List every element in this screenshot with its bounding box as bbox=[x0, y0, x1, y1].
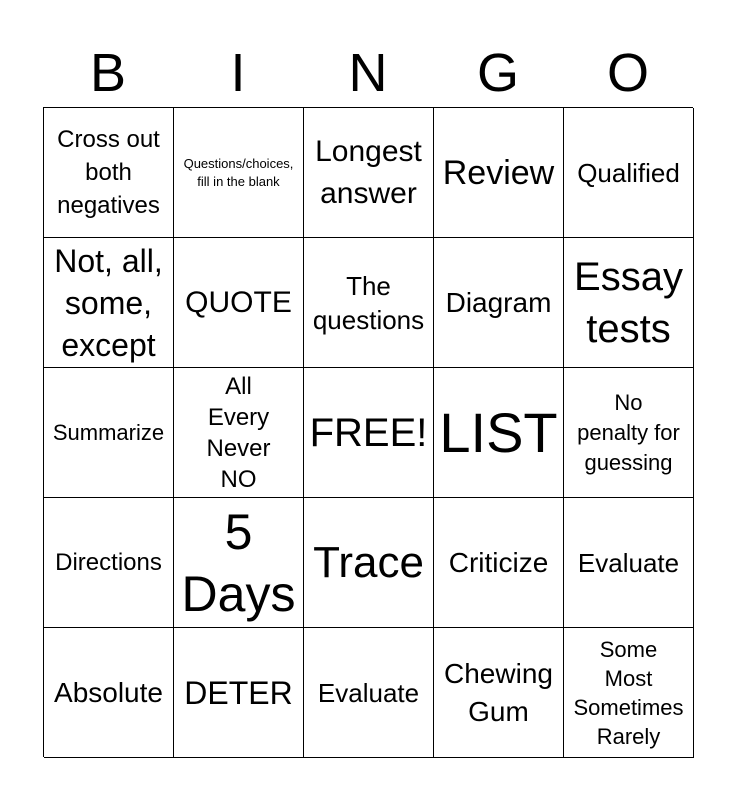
cell-label: No penalty for guessing bbox=[577, 389, 680, 475]
bingo-cell[interactable] bbox=[434, 498, 564, 628]
bingo-cell[interactable] bbox=[174, 368, 304, 498]
bingo-cell[interactable] bbox=[174, 628, 304, 758]
cell-label: Evaluate bbox=[577, 547, 680, 578]
bingo-cell[interactable] bbox=[434, 238, 564, 368]
cell-label: Criticize bbox=[448, 546, 549, 578]
bingo-cell[interactable] bbox=[564, 628, 694, 758]
cell-label: Some Most Sometimes Rarely bbox=[573, 636, 684, 749]
bingo-cell[interactable] bbox=[434, 628, 564, 758]
bingo-cell[interactable] bbox=[564, 368, 694, 498]
bingo-cell[interactable] bbox=[564, 498, 694, 628]
bingo-cell[interactable] bbox=[174, 238, 304, 368]
cell-label: Absolute bbox=[54, 676, 163, 708]
cell-label: Evaluate bbox=[317, 677, 420, 708]
bingo-cell[interactable] bbox=[304, 238, 434, 368]
bingo-cell[interactable] bbox=[304, 628, 434, 758]
bingo-cell[interactable] bbox=[434, 108, 564, 238]
cell-label: Essay tests bbox=[574, 254, 683, 351]
bingo-cell[interactable] bbox=[304, 498, 434, 628]
cell-label: Not, all, some, except bbox=[54, 242, 163, 363]
bingo-board bbox=[43, 107, 693, 757]
bingo-cell[interactable] bbox=[174, 108, 304, 238]
cell-label: Qualified bbox=[577, 157, 680, 188]
cell-label: Chewing Gum bbox=[444, 657, 553, 727]
cell-label: 5 Days bbox=[181, 503, 296, 622]
cell-label: Review bbox=[442, 153, 555, 192]
cell-label: Questions/choices, fill in the blank bbox=[183, 155, 294, 189]
free-space-label: FREE! bbox=[309, 410, 428, 455]
cell-label: Cross out both negatives bbox=[57, 126, 160, 219]
bingo-cell[interactable] bbox=[44, 108, 174, 238]
bingo-cell[interactable] bbox=[44, 628, 174, 758]
bingo-cell[interactable] bbox=[44, 368, 174, 498]
cell-label: Directions bbox=[55, 549, 162, 576]
header-letter-i: I bbox=[230, 43, 246, 103]
header-letter-o: O bbox=[606, 43, 649, 103]
cell-label: All Every Never NO bbox=[206, 372, 271, 493]
bingo-cell[interactable] bbox=[434, 368, 564, 498]
cell-label: QUOTE bbox=[185, 285, 292, 319]
cell-label: Diagram bbox=[445, 286, 552, 318]
cell-label: Summarize bbox=[52, 419, 165, 445]
header-letter-n: N bbox=[348, 43, 388, 103]
cell-label: DETER bbox=[184, 674, 293, 711]
cell-label: LIST bbox=[439, 400, 558, 464]
cell-label: The questions bbox=[312, 270, 425, 335]
bingo-cell[interactable] bbox=[174, 498, 304, 628]
bingo-cell[interactable] bbox=[564, 108, 694, 238]
bingo-cell[interactable] bbox=[44, 498, 174, 628]
cell-label: Longest answer bbox=[315, 134, 422, 210]
bingo-cell[interactable] bbox=[304, 108, 434, 238]
header-letter-g: G bbox=[476, 43, 519, 103]
bingo-cell[interactable] bbox=[304, 368, 434, 498]
bingo-cell[interactable] bbox=[44, 238, 174, 368]
cell-label: Trace bbox=[313, 537, 424, 587]
bingo-cell[interactable] bbox=[564, 238, 694, 368]
header-letter-b: B bbox=[89, 43, 127, 103]
bingo-header bbox=[43, 40, 693, 106]
